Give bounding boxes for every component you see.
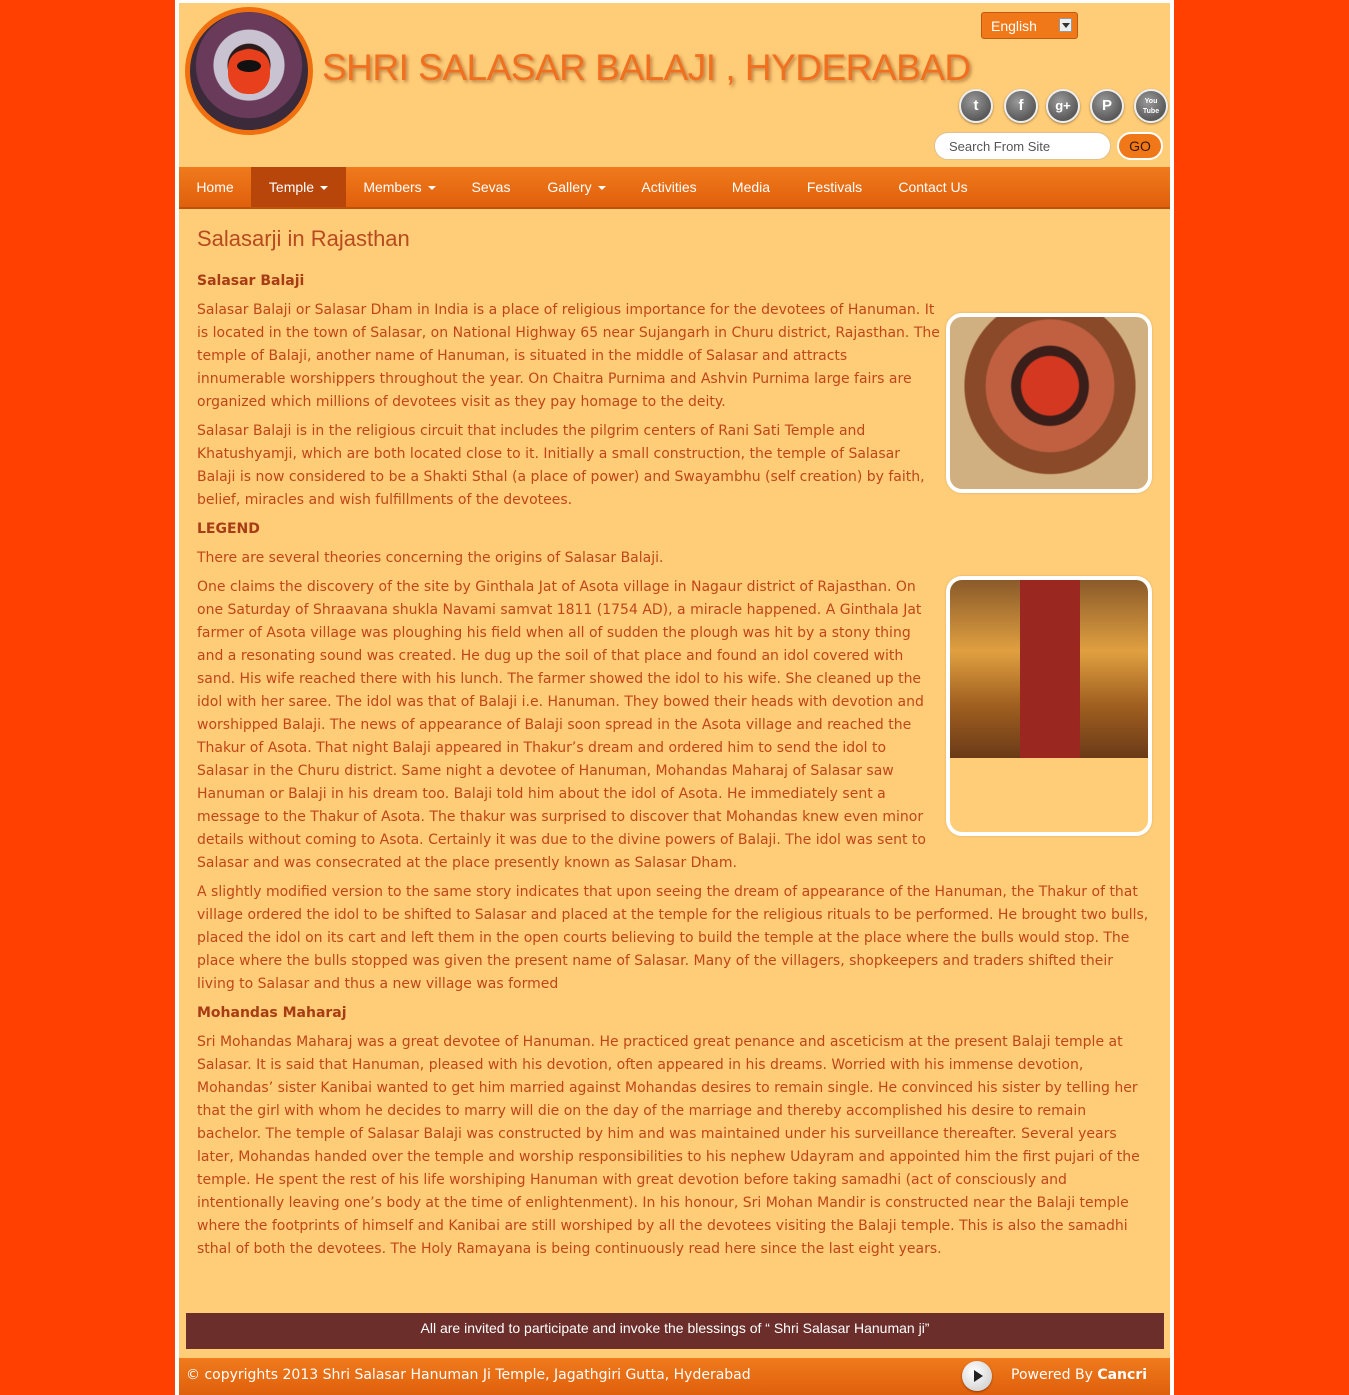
nav-item-activities[interactable] bbox=[624, 167, 714, 207]
footer bbox=[179, 1358, 1170, 1395]
page-inner bbox=[179, 3, 1170, 1395]
nav-item-label: Gallery bbox=[547, 179, 592, 195]
temple-shrine-image bbox=[946, 576, 1152, 836]
nav-item-sevas[interactable] bbox=[453, 167, 529, 207]
section-heading-mohandas-maharaj: Mohandas Maharaj bbox=[197, 1005, 347, 1021]
pinterest-icon[interactable]: P bbox=[1090, 89, 1124, 123]
page-title: Salasarji in Rajasthan bbox=[197, 226, 410, 251]
chevron-down-icon bbox=[1059, 18, 1072, 32]
powered-by-brand: Cancri bbox=[1097, 1367, 1148, 1383]
facebook-icon[interactable]: f bbox=[1004, 89, 1038, 123]
nav-item-label: Festivals bbox=[806, 179, 863, 195]
balaji-idol-image bbox=[946, 313, 1152, 493]
nav-item-label: Activities bbox=[641, 179, 697, 195]
language-select[interactable] bbox=[981, 12, 1078, 39]
caret-down-icon bbox=[598, 186, 606, 190]
nav-item-label: Members bbox=[363, 179, 422, 195]
paragraph: One claims the discovery of the site by Ginthala Jat of Asota village in Nagaur district of Rajasthan. On one Saturday of Shraavana shukla Navami samvat 1811 (1754 AD), a miracle happened. A Ginthala Jat farmer of Asota village was ploughing his field when all of sudden the plough was hit by a stony thing and a resonating sound was created. He dug up the soil of that place and found an idol covered with sand. His wife reached there with his lunch. The farmer showed the idol to his wife. She cleaned up the idol with her saree. The idol was that of Balaji i.e. Hanuman. They bowed their heads with devotion and worshipped Balaji. The news of appearance of Balaji soon spread in the Asota village and reached the Thakur of Asota. That night Balaji appeared in Thakur’s dream and ordered him to send the idol to Salasar in the Churu district. Same night a devotee of Hanuman, Mohandas Maharaj of Salasar saw Hanuman or Balaji in his dream too. Balaji told him about the idol of Asota. He immediately sent a message to the Thakur of Asota. The thakur was surprised to discover that Mohandas knew even minor details without coming to Asota. Certainly it was due to the divine powers of Balaji. The idol was sent to Salasar and was consecrated at the place presently known as Salasar Dham. bbox=[197, 579, 926, 871]
invitation-banner: All are invited to participate and invoke the blessings of “ Shri Salasar Hanuman ji” bbox=[186, 1313, 1164, 1349]
nav-item-festivals[interactable] bbox=[788, 167, 881, 207]
page-frame bbox=[175, 0, 1174, 1395]
play-icon[interactable] bbox=[962, 1361, 992, 1391]
twitter-icon[interactable]: t bbox=[959, 89, 993, 123]
nav-item-home[interactable] bbox=[179, 167, 251, 207]
nav-item-media[interactable] bbox=[714, 167, 788, 207]
caret-down-icon bbox=[428, 186, 436, 190]
google-plus-icon[interactable]: g+ bbox=[1046, 89, 1080, 123]
search-go-button[interactable]: GO bbox=[1117, 132, 1163, 160]
caret-down-icon bbox=[320, 186, 328, 190]
search-input[interactable] bbox=[934, 132, 1111, 160]
section-heading-salasar-balaji: Salasar Balaji bbox=[197, 273, 305, 289]
nav-item-label: Home bbox=[196, 179, 234, 195]
nav-item-label: Media bbox=[731, 179, 771, 195]
main-content bbox=[197, 223, 1152, 1267]
nav-item-gallery[interactable] bbox=[529, 167, 624, 207]
nav-item-label: Sevas bbox=[471, 179, 511, 195]
powered-by-label: Powered By bbox=[1011, 1367, 1093, 1383]
nav-item-label: Temple bbox=[268, 179, 315, 195]
nav-item-label: Contact Us bbox=[898, 179, 968, 195]
powered-by[interactable] bbox=[1011, 1367, 1147, 1383]
nav-item-contact-us[interactable] bbox=[881, 167, 985, 207]
paragraph: Salasar Balaji or Salasar Dham in India is a place of religious importance for the devotees of Hanuman. It is located in the town of Salasar, on National Highway 65 near Sujangarh in Churu district, Rajasthan. The temple of Balaji, another name of Hanuman, is situated in the middle of Salasar and attracts innumerable worshippers throughout the year. On Chaitra Purnima and Ashvin Purnima large fairs are organized which millions of devotees visit as they pay homage to the deity. bbox=[197, 302, 940, 410]
language-select-value: English bbox=[991, 18, 1037, 34]
paragraph: Salasar Balaji is in the religious circuit that includes the pilgrim centers of Rani Sati Temple and Khatushyamji, which are both located close to it. Initially a small construction, the temple of Salasar Balaji is now considered to be a Shakti Sthal (a place of power) and Swayambhu (self creation) by faith, belief, miracles and wish fulfillments of the devotees. bbox=[197, 423, 925, 508]
site-title[interactable]: SHRI SALASAR BALAJI , HYDERABAD bbox=[322, 47, 971, 88]
section-heading-legend: LEGEND bbox=[197, 521, 260, 537]
paragraph: There are several theories concerning the origins of Salasar Balaji. bbox=[197, 550, 664, 566]
paragraph: A slightly modified version to the same story indicates that upon seeing the dream of appearance of the Hanuman, the Thakur of that village ordered the idol to be shifted to Salasar and placed at the temple for the religious rituals to be performed. He brought two bulls, placed the idol on its cart and left them in the open courts believing to build the temple at the place where the bulls would stop. The place where the bulls stopped was given the present name of Salasar. Many of the villagers, shopkeepers and traders shifted their living to Salasar and thus a new village was formed bbox=[197, 884, 1149, 992]
temple-logo[interactable] bbox=[185, 7, 313, 135]
paragraph: Sri Mohandas Maharaj was a great devotee of Hanuman. He practiced great penance and asceticism at the present Balaji temple at Salasar. It is said that Hanuman, pleased with his devotion, often appeared in his dreams. Worried with his immense devotion, Mohandas’ sister Kanibai wanted to get him married against Mohandas desires to remain single. He convinced his sister by telling her that the girl with whom he decides to marry will die on the day of the marriage and thereby accomplished his desire to remain bachelor. The temple of Salasar Balaji was constructed by him and was maintained under his surveillance thereafter. Several years later, Mohandas handed over the temple and worship responsibilities to his nephew Udayram and appointed him the first pujari of the temple. He spent the rest of his life worshiping Hanuman with great devotion before taking samadhi (act of consciously and intentionally leaving one’s body at the time of enlightenment). In his honour, Sri Mohan Mandir is constructed near the Balaji temple where the footprints of himself and Kanibai are still worshiped by all the devotees visiting the Balaji temple. This is also the samadhi sthal of both the devotees. The Holy Ramayana is being continuously read here since the last eight years. bbox=[197, 1034, 1140, 1257]
nav-item-members[interactable] bbox=[346, 167, 453, 207]
youtube-icon[interactable]: You Tube bbox=[1134, 89, 1168, 123]
main-nav bbox=[179, 167, 1170, 209]
nav-item-temple[interactable] bbox=[251, 167, 346, 207]
copyright-text: © copyrights 2013 Shri Salasar Hanuman Ji Temple, Jagathgiri Gutta, Hyderabad bbox=[186, 1367, 751, 1383]
